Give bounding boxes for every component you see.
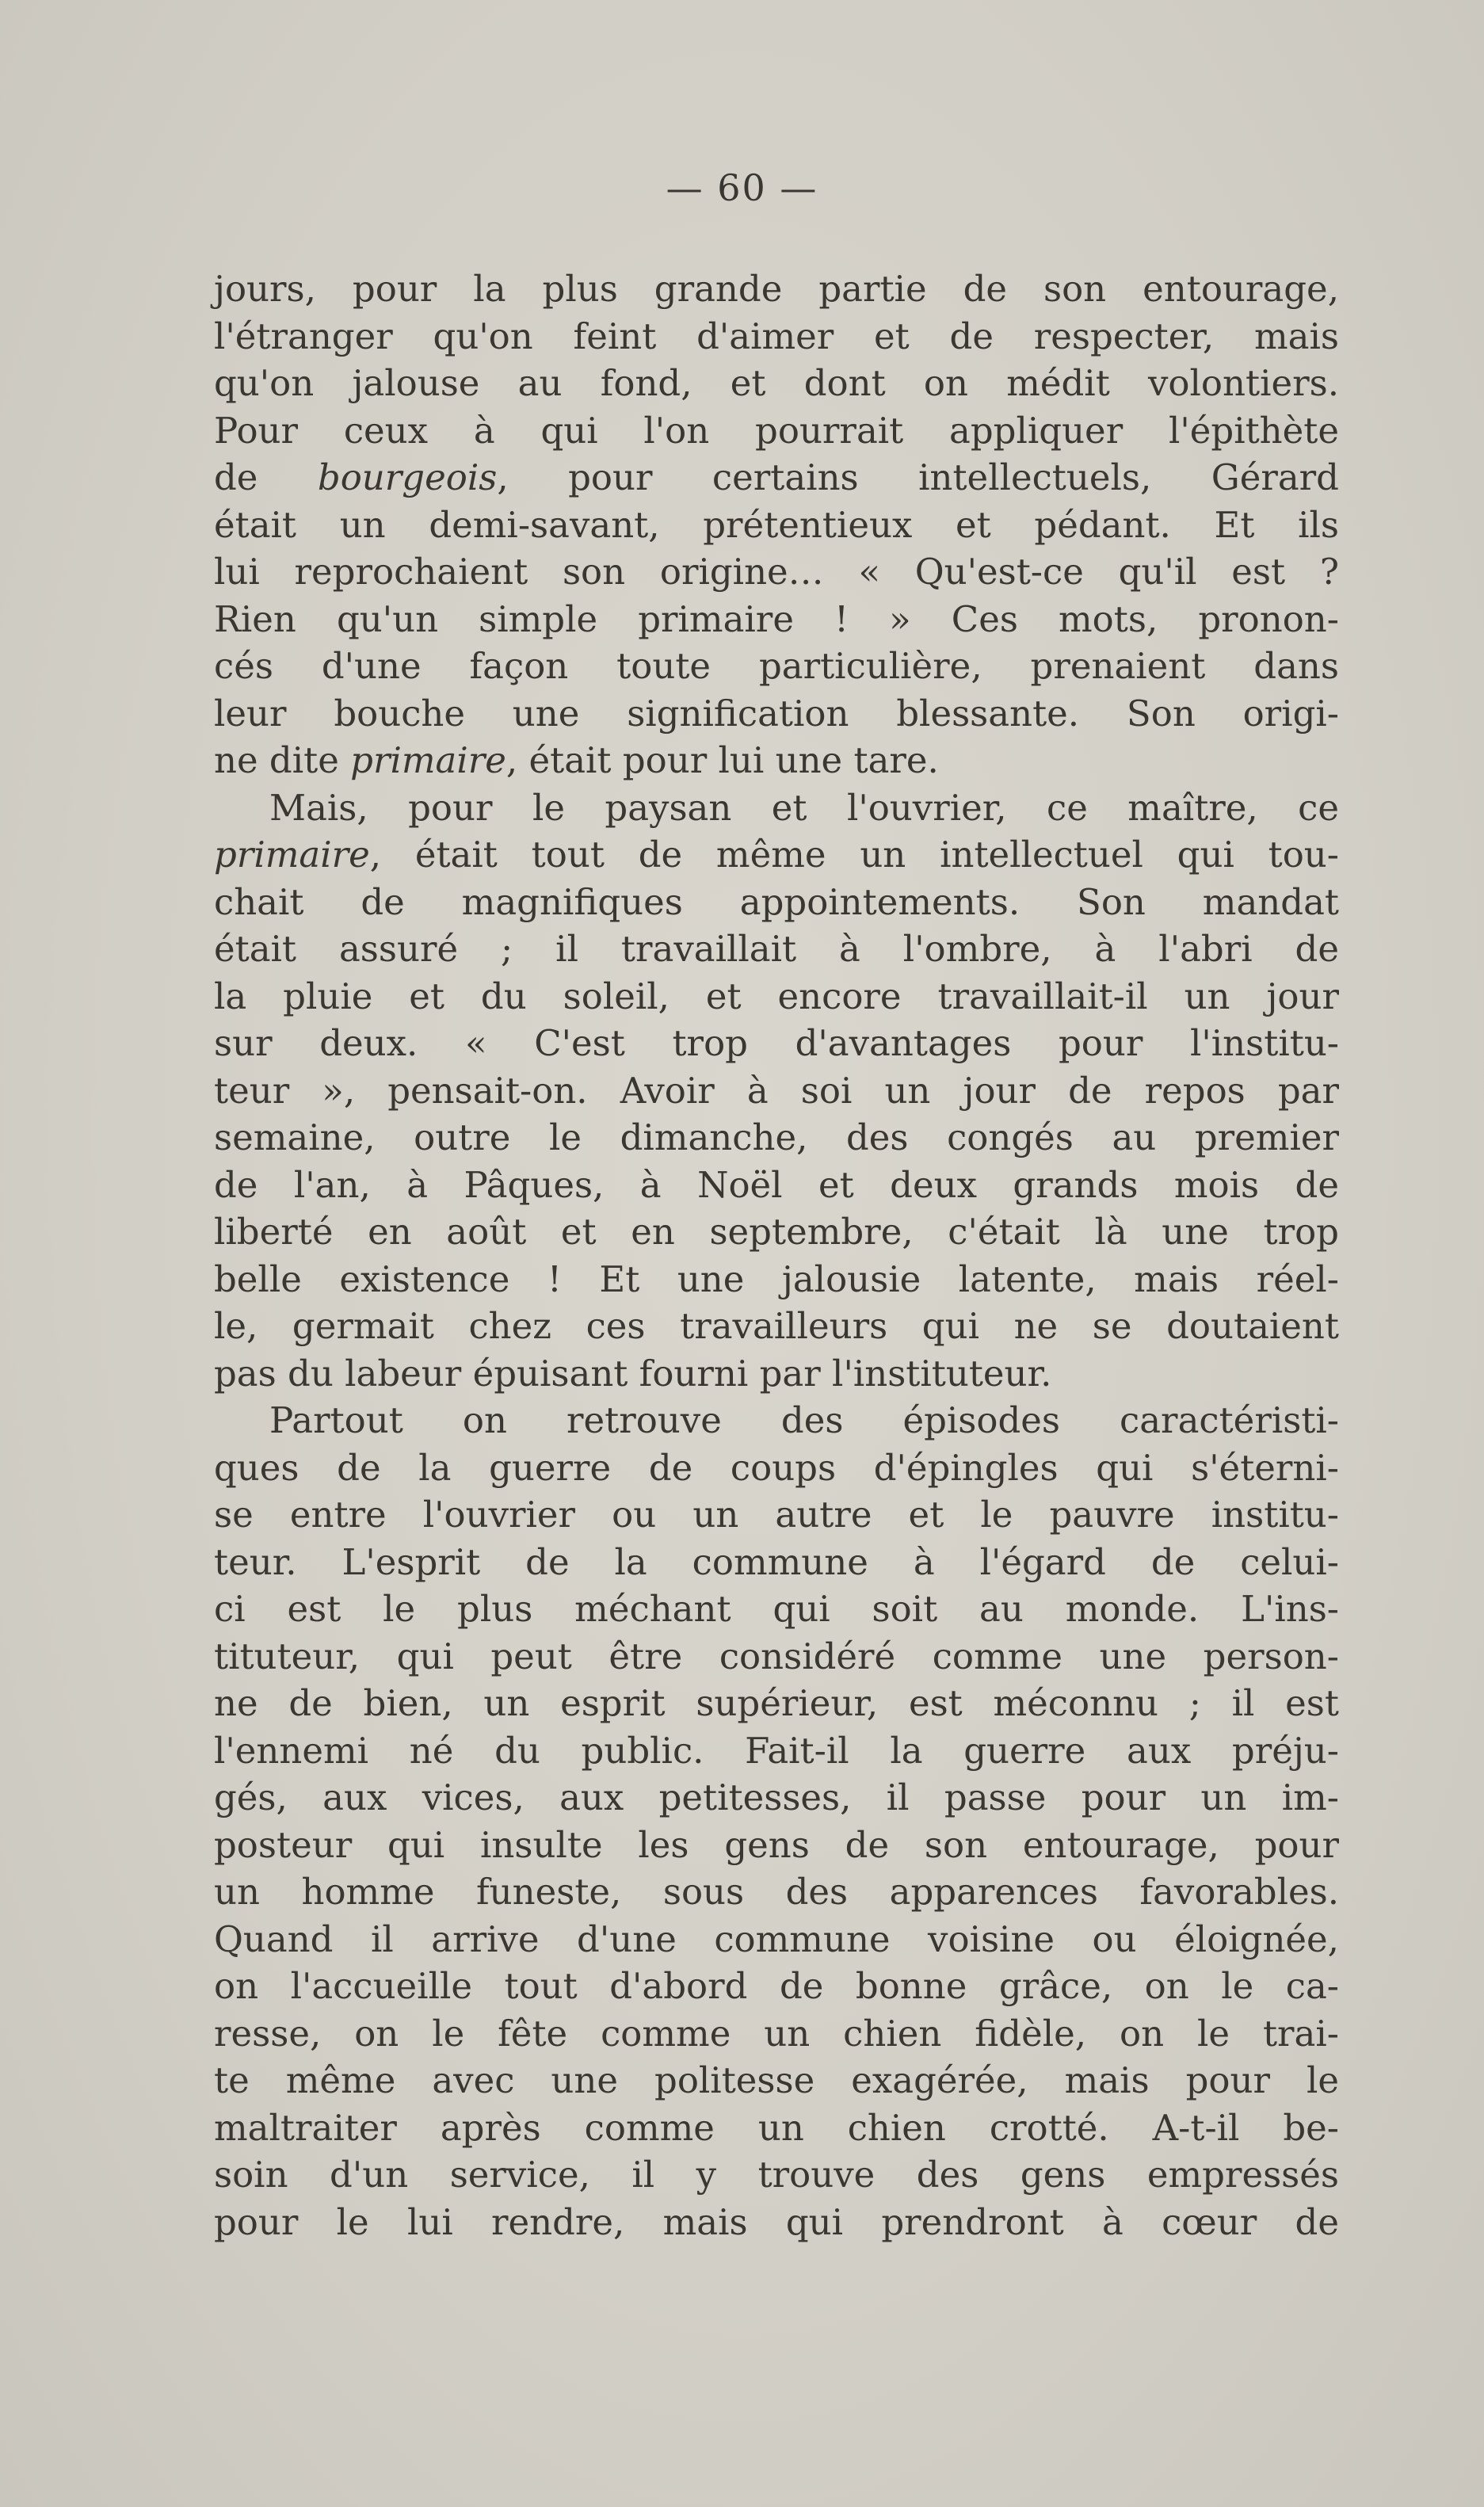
text-line: teur. L'esprit de la commune à l'égard de celui- (214, 1540, 1339, 1583)
text-line: belle existence ! Et une jalousie latente, mais réel- (214, 1257, 1339, 1300)
text-line: le, germait chez ces travailleurs qui ne se doutaient (214, 1305, 1339, 1347)
text-line: resse, on le fête comme un chien fidèle, on le trai- (214, 2012, 1339, 2055)
text-line: ne dite primaire, était pour lui une tare. (214, 739, 939, 781)
text-line: ne de bien, un esprit supérieur, est méconnu ; il est (214, 1682, 1339, 1724)
text-line: de bourgeois, pour certains intellectuels, Gérard (214, 456, 1339, 498)
text-line: cés d'une façon toute particulière, prenaient dans (214, 645, 1339, 687)
text-line: se entre l'ouvrier ou un autre et le pauvre institu- (214, 1494, 1339, 1536)
text-line: pas du labeur épuisant fourni par l'instituteur. (214, 1352, 1052, 1395)
text-line: maltraiter après comme un chien crotté. A-t-il be- (214, 2106, 1339, 2149)
text-line: pour le lui rendre, mais qui prendront à cœur de (214, 2200, 1339, 2243)
text-line: Partout on retrouve des épisodes caractéristi- (269, 1399, 1339, 1441)
text-line: Pour ceux à qui l'on pourrait appliquer l'épithète (214, 409, 1339, 452)
text-line: un homme funeste, sous des apparences favorables. (214, 1871, 1339, 1913)
text-line: ci est le plus méchant qui soit au monde. L'ins- (214, 1588, 1339, 1630)
text-line: était assuré ; il travaillait à l'ombre, à l'abri de (214, 928, 1339, 970)
text-line: l'étranger qu'on feint d'aimer et de respecter, mais (214, 315, 1339, 357)
paragraph-2 (214, 784, 1339, 1398)
italic-word: primaire (350, 739, 506, 781)
text-line: sur deux. « C'est trop d'avantages pour l'institu- (214, 1022, 1339, 1064)
paragraph-3 (214, 1397, 1339, 2246)
text-line: était un demi-savant, prétentieux et pédant. Et ils (214, 503, 1339, 546)
page-number: — 60 — (666, 166, 818, 209)
body-text (214, 265, 1339, 2246)
text-line: teur », pensait-on. Avoir à soi un jour de repos par (214, 1069, 1339, 1112)
text-line: semaine, outre le dimanche, des congés au premier (214, 1116, 1339, 1158)
text-line: te même avec une politesse exagérée, mais pour le (214, 2059, 1339, 2101)
text-line: jours, pour la plus grande partie de son entourage, (214, 268, 1339, 310)
text-line: liberté en août et en septembre, c'était là une trop (214, 1211, 1339, 1253)
text-line: de l'an, à Pâques, à Noël et deux grands mois de (214, 1163, 1339, 1206)
italic-word: bourgeois (317, 456, 498, 498)
text-line: la pluie et du soleil, et encore travaillait-il un jour (214, 975, 1339, 1017)
italic-word: primaire (214, 834, 370, 876)
text-line: gés, aux vices, aux petitesses, il passe pour un im- (214, 1776, 1339, 1818)
text-line: soin d'un service, il y trouve des gens empressés (214, 2154, 1339, 2196)
text-line: leur bouche une signification blessante. Son origi- (214, 692, 1339, 735)
paragraph-1 (214, 265, 1339, 784)
text-line: Quand il arrive d'une commune voisine ou éloignée, (214, 1917, 1339, 1960)
text-line: chait de magnifiques appointements. Son mandat (214, 880, 1339, 923)
text-line: tituteur, qui peut être considéré comme une person- (214, 1635, 1339, 1677)
text-line: qu'on jalouse au fond, et dont on médit volontiers. (214, 362, 1339, 404)
text-line: on l'accueille tout d'abord de bonne grâce, on le ca- (214, 1965, 1339, 2007)
text-line: primaire, était tout de même un intellectuel qui tou- (214, 834, 1339, 876)
text-line: lui reprochaient son origine… « Qu'est-ce qu'il est ? (214, 551, 1339, 593)
text-line: posteur qui insulte les gens de son entourage, pour (214, 1823, 1339, 1866)
text-line: Rien qu'un simple primaire ! » Ces mots, pronon- (214, 597, 1339, 640)
text-line: Mais, pour le paysan et l'ouvrier, ce maître, ce (269, 786, 1339, 829)
text-line: l'ennemi né du public. Fait-il la guerre aux préju- (214, 1729, 1339, 1772)
text-line: ques de la guerre de coups d'épingles qui s'éterni- (214, 1446, 1339, 1489)
